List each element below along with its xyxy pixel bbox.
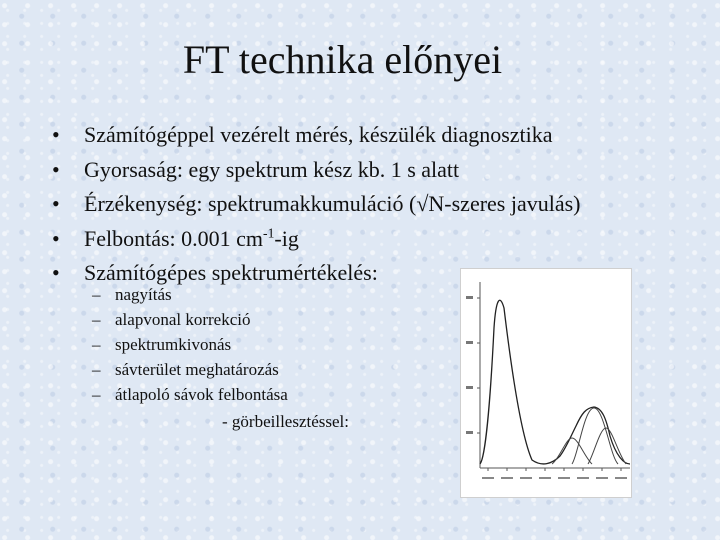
bullet-text-suffix: -ig (274, 225, 299, 251)
dash-marker: – (92, 335, 101, 354)
bullet-marker: • (52, 260, 60, 285)
sub-item-text: nagyítás (115, 285, 172, 304)
bullet-text: Gyorsaság: egy spektrum kész kb. 1 s alatt (84, 156, 460, 182)
figure-border (461, 269, 632, 498)
bullet-marker: • (52, 225, 60, 251)
slide-title: FT technika előnyei (182, 37, 503, 82)
sub-item-text: sávterület meghatározás (115, 360, 279, 379)
sub-item-text: spektrumkivonás (115, 335, 232, 354)
sub-item (92, 282, 288, 307)
bullet-list (52, 118, 581, 291)
dash-marker: – (92, 310, 101, 329)
bullet-item (52, 222, 581, 257)
sub-item (92, 332, 288, 357)
bullet-text-prefix: Felbontás: 0.001 cm (84, 225, 264, 251)
bullet-text: Számítógéppel vezérelt mérés, készülék diagnosztika (84, 122, 553, 147)
sub-item (92, 357, 288, 382)
bullet-text: Érzékenység: spektrumakkumuláció (√N-szeres javulás) (84, 191, 581, 216)
sub-item-text: alapvonal korrekció (115, 310, 251, 329)
curve-fitting-note: - görbeillesztéssel: (222, 412, 349, 431)
sub-item (92, 307, 288, 332)
bullet-marker: • (52, 191, 60, 216)
dash-marker: – (92, 385, 101, 404)
sub-item (92, 382, 288, 407)
dash-marker: – (92, 360, 101, 379)
sub-list (92, 282, 288, 407)
bullet-marker: • (52, 122, 60, 147)
bullet-item (52, 118, 581, 153)
bullet-item (52, 187, 581, 222)
sub-item-text: átlapoló sávok felbontása (115, 385, 288, 404)
spectrum-figure (460, 268, 632, 498)
bullet-text-superscript: -1 (263, 225, 275, 241)
bullet-marker: • (52, 156, 60, 182)
dash-marker: – (92, 285, 101, 304)
bullet-item (52, 153, 581, 188)
bullet-text: Számítógépes spektrumértékelés: (84, 260, 378, 285)
